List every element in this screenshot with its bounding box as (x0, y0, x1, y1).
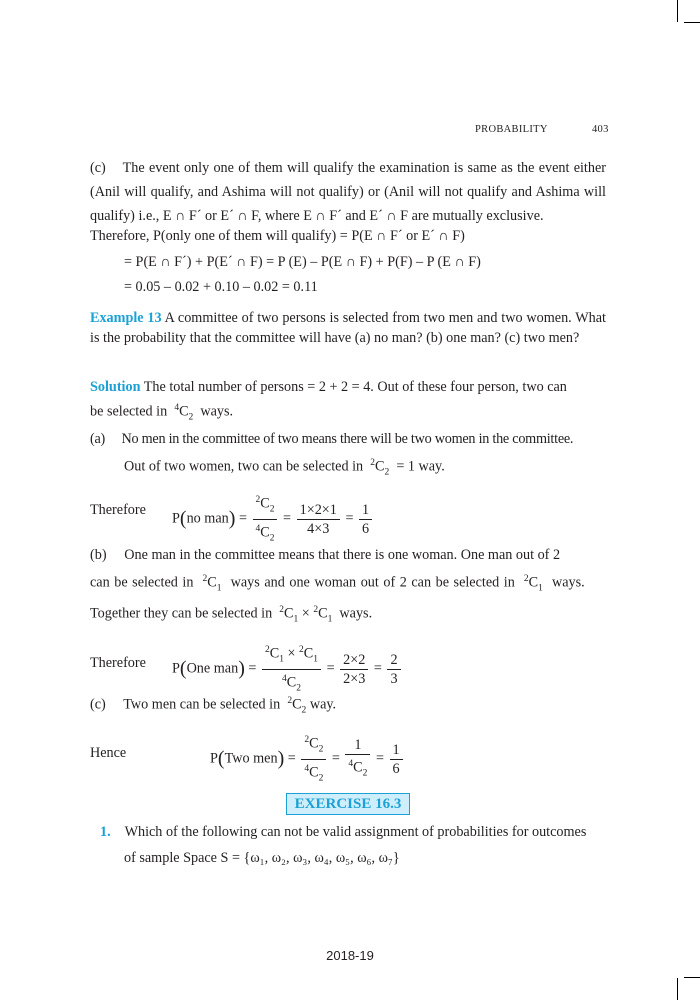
fraction-2c1x2c1-over-4c2: $\frac{^2C_1 \times ^2C_1}{^4C_2}$ (262, 641, 321, 697)
part-c-label: (c) (90, 160, 106, 176)
question-1-line-1 (100, 824, 586, 841)
part-c-text: The event only one of them will qualify the examination is same as the event either (Anil will qualify, and Ashima will not qualify) or (Anil will not qualify and Ashima will qualify) i.e., E ∩ F´ or E´ ∩ F, where E ∩ F´ and E´ ∩ F are mutually exclusive. (90, 160, 606, 224)
part-a-text: No men in the committee of two means there will be two women in the committee. (121, 431, 574, 447)
calc-a-den: 4×3 (307, 520, 330, 537)
part-b-text: One man in the committee means that there is one woman. One man out of 2 (124, 547, 561, 563)
res-b-num: 2 (387, 651, 400, 670)
calc-b-num: 2×2 (340, 651, 368, 670)
p-two-men-equation: P(Two men) = $\frac{^2C_2}{^4C_2}$ = $\frac{1}{^4C_2}$ = $\frac{1}{6}$ (210, 731, 405, 787)
example-13-text: A committee of two persons is selected from two men and two women. What is the probability that the committee will have (a) no man? (b) one man? (c) two men? (90, 310, 606, 346)
part-c2-label: (c) (90, 696, 106, 713)
question-1-text: Which of the following can not be valid assignment of probabilities for outcomes (124, 824, 587, 840)
question-1-line-2: of sample Space S = {ω₁, ω₂, ω₃, ω₄, ω₅, ω₆, ω₇} (124, 850, 400, 866)
exercise-heading: EXERCISE 16.3 (286, 793, 410, 815)
part-b-text-2a: can be selected in (90, 574, 194, 591)
therefore-a-label: Therefore (90, 502, 146, 518)
part-c-paragraph (90, 156, 606, 228)
running-header-title: PROBABILITY (475, 124, 548, 135)
part-a-text-2: Out of two women, two can be selected in (124, 458, 364, 475)
part-c2-text-end: way. (309, 696, 337, 713)
solution-label: Solution (90, 379, 141, 395)
question-1-number: 1. (100, 824, 111, 840)
p-no-man-label: no man (186, 510, 229, 527)
example-13 (90, 308, 606, 348)
part-c2-text: Two men can be selected in (123, 696, 281, 713)
hence-label: Hence (90, 745, 127, 761)
res-b-den: 3 (390, 670, 398, 687)
solution-line-2-end: ways. (200, 403, 234, 420)
part-b-text-2b: ways and one woman out of 2 can be selected in (230, 574, 515, 591)
calc-b-den: 2×3 (343, 670, 366, 687)
part-a-line-2: Out of two women, two can be selected in $^2C_2 = 1$ way. (124, 458, 445, 478)
fraction-calc-b (340, 651, 368, 688)
solution-line-2-text: be selected in (90, 403, 168, 420)
p-no-man-equation: P(no man) = $\frac{^2C_2}{^4C_2}$ = $\frac{1\times 2\times 1}{4\times 3}$ = $\frac{1}{6}$ (172, 491, 374, 547)
part-a-label: (a) (90, 431, 105, 447)
fraction-result-a (359, 501, 372, 538)
c-mid-num: 1 (345, 736, 370, 755)
part-b-text-3: Together they can be selected in (90, 605, 273, 622)
p-two-men-label: Two men (224, 750, 278, 767)
equation-line-1: = P(E ∩ F´) + P(E´ ∩ F) = P (E) – P(E ∩ F) + P(F) – P (E ∩ F) (124, 254, 481, 270)
part-b-line-2: can be selected in $^2C_1$ ways and one woman out of 2 can be selected in $^2C_1$ ways. (90, 574, 585, 594)
footer-year: 2018-19 (326, 948, 374, 963)
therefore-b-label: Therefore (90, 655, 146, 671)
fraction-result-c (390, 741, 403, 778)
example-13-label: Example 13 (90, 310, 162, 326)
fraction-2c2-over-4c2-c: $\frac{^2C_2}{^4C_2}$ (301, 731, 326, 787)
part-b-label: (b) (90, 547, 107, 563)
part-b-text-3-end: ways. (339, 605, 373, 622)
crop-mark-bottom-right-horizontal (684, 977, 700, 978)
solution-intro (90, 375, 606, 399)
fraction-2c2-over-4c2: $\frac{^2C_2}{^4C_2}$ (253, 491, 278, 547)
crop-mark-top-right-horizontal (684, 22, 700, 23)
part-c2-line: (c) Two men can be selected in $^2C_2$ way. (90, 696, 337, 716)
part-b-line-1 (90, 547, 560, 564)
solution-line-2: be selected in $^4C_2$ ways. (90, 403, 234, 423)
calc-a-num: 1×2×1 (297, 501, 340, 520)
page-number: 403 (592, 124, 609, 135)
fraction-1-over-4c2: $\frac{1}{^4C_2}$ (345, 736, 370, 783)
part-a-text-2-end: = 1 way. (396, 458, 445, 475)
fraction-result-b (387, 651, 400, 688)
p-one-man-label: One man (186, 660, 239, 677)
equation-line-2: = 0.05 – 0.02 + 0.10 – 0.02 = 0.11 (124, 279, 318, 295)
part-a-line-1 (90, 431, 573, 448)
therefore-line: Therefore, P(only one of them will qualify) = P(E ∩ F´ or E´ ∩ F) (90, 228, 465, 244)
solution-text: The total number of persons = 2 + 2 = 4. Out of these four person, two can (143, 379, 567, 395)
res-a-den: 6 (362, 520, 370, 537)
res-c-num: 1 (390, 741, 403, 760)
res-c-den: 6 (392, 760, 400, 777)
crop-mark-bottom-right-vertical (677, 978, 678, 1000)
crop-mark-top-right-vertical (677, 0, 678, 22)
res-a-num: 1 (359, 501, 372, 520)
p-one-man-equation: P(One man) = $\frac{^2C_1 \times ^2C_1}{^4C_2}$ = $\frac{2\times 2}{2\times 3}$ = $\frac{2}{3}$ (172, 641, 403, 697)
part-b-text-2c: ways. (551, 574, 585, 591)
part-b-line-3: Together they can be selected in $^2C_1 \times ^2C_1$ ways. (90, 605, 373, 625)
fraction-calc-a (297, 501, 340, 538)
